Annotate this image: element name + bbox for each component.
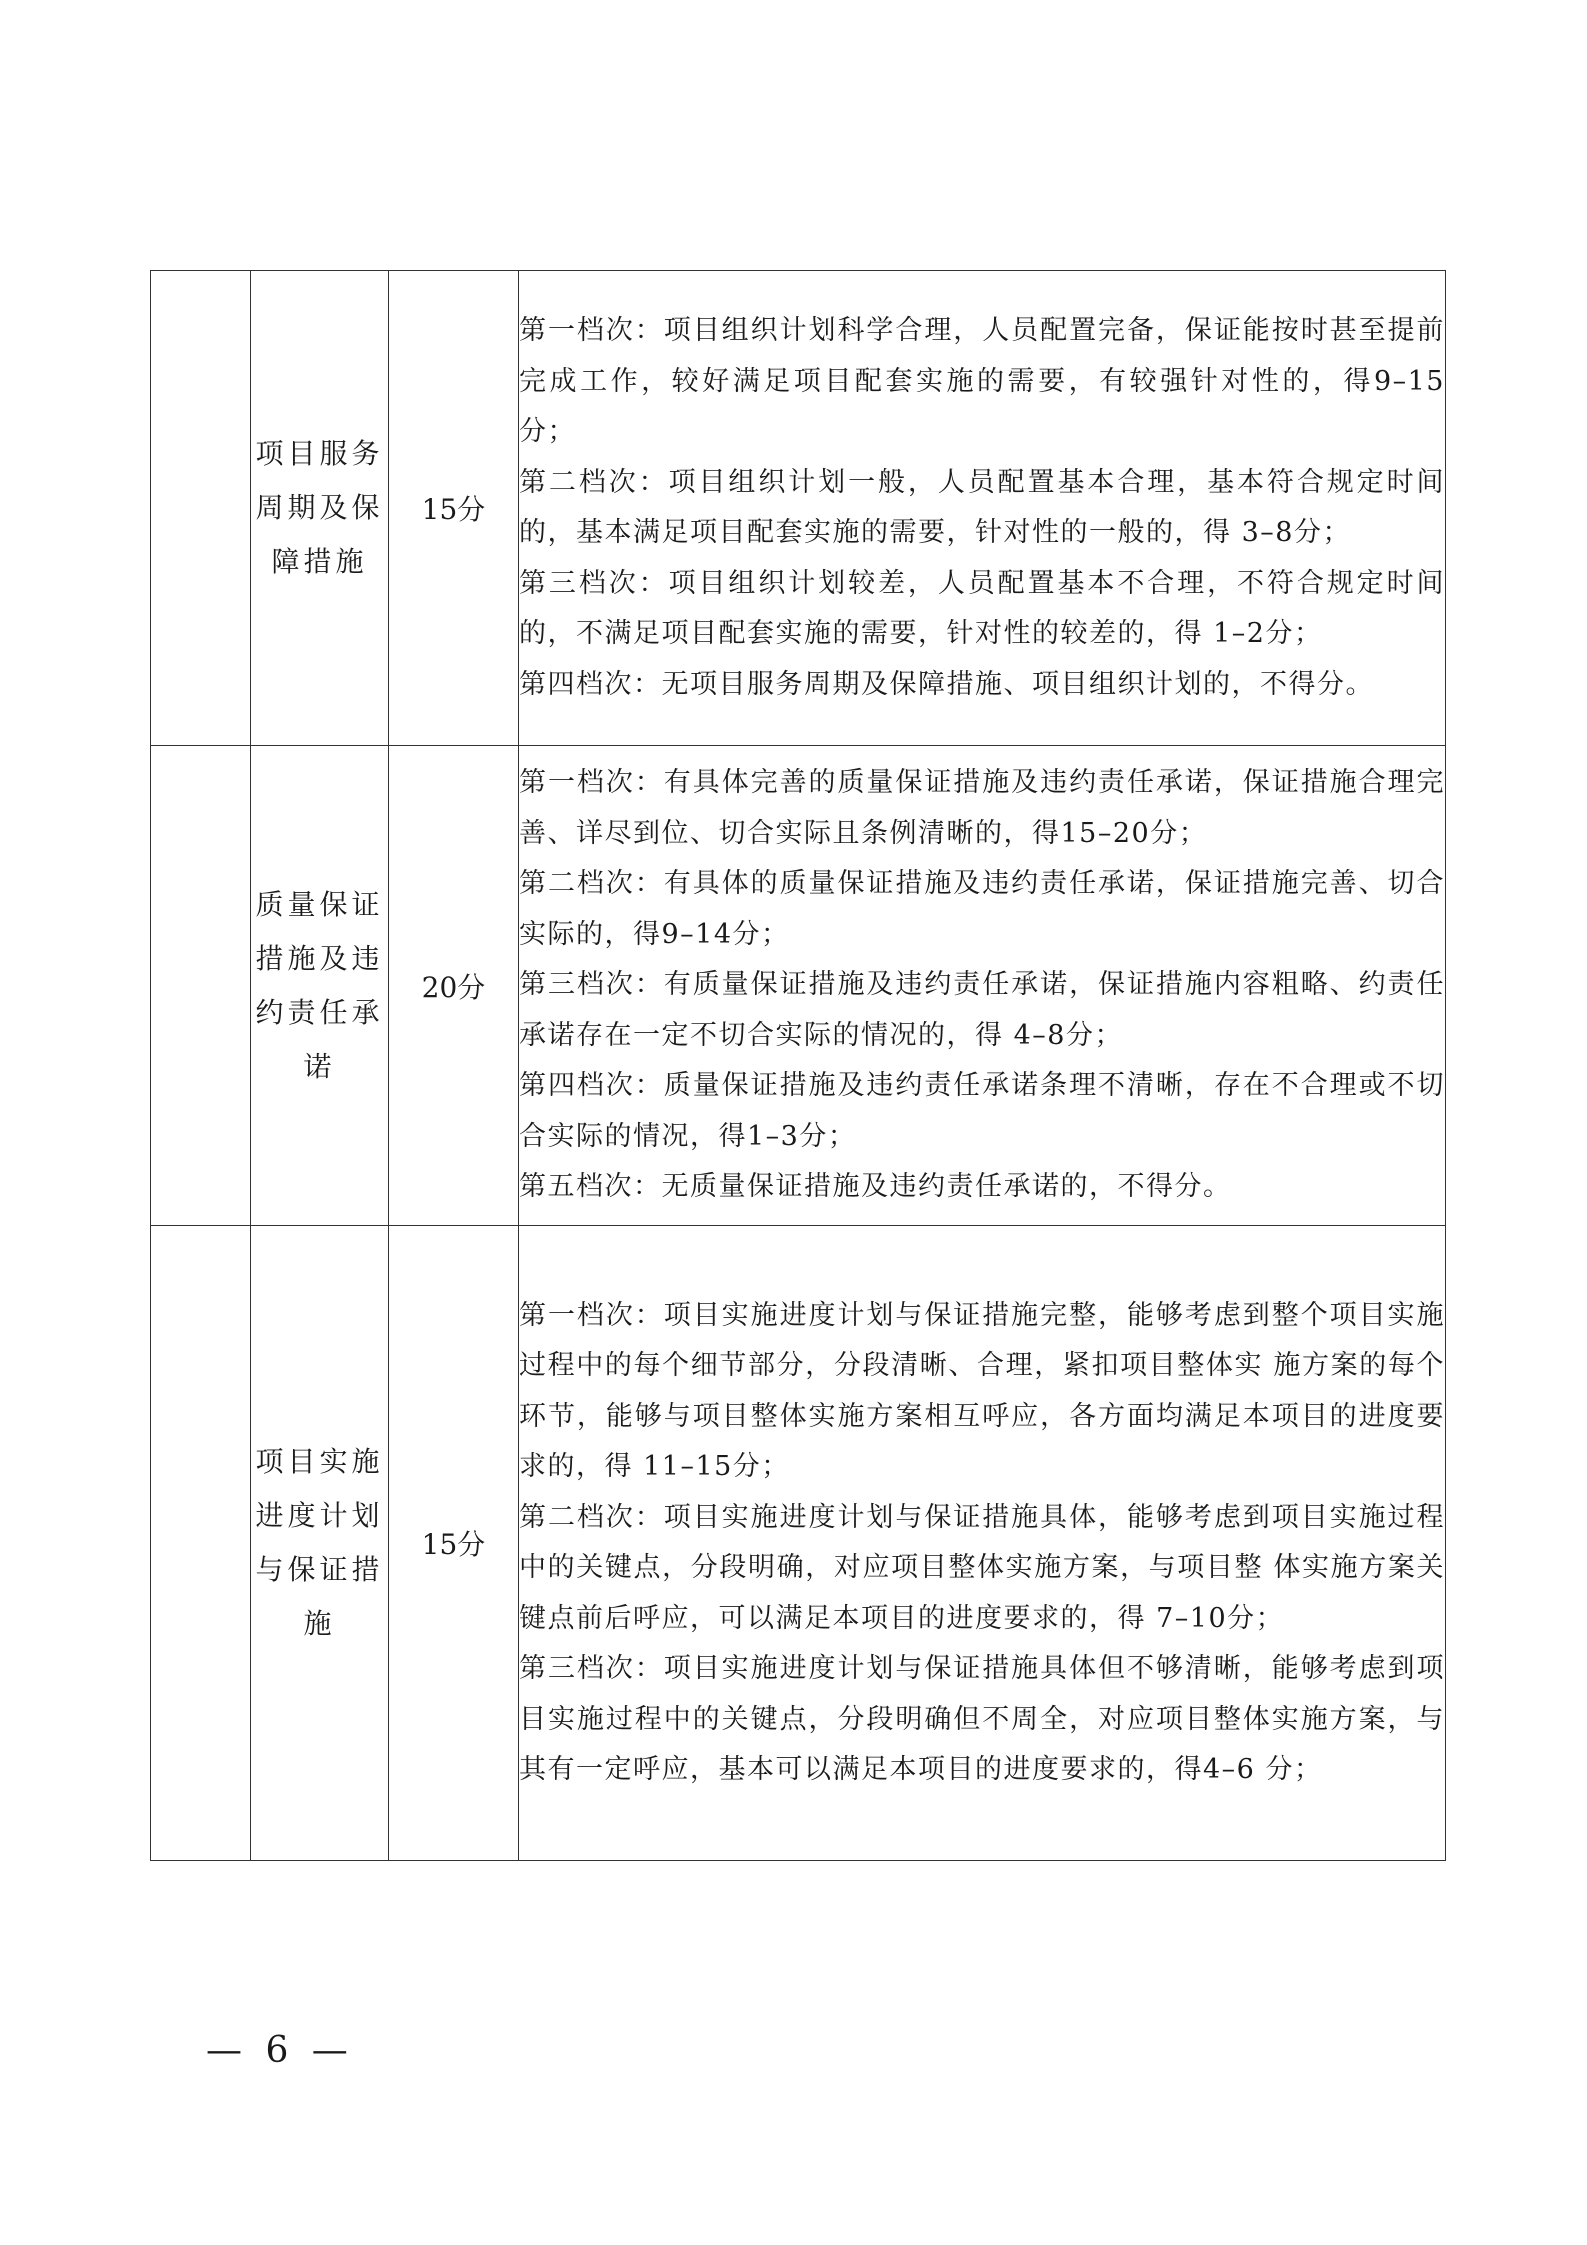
category-cell [151, 746, 251, 1226]
tier-text: 第四档次：质量保证措施及违约责任承诺条理不清晰，存在不合理或不切合实际的情况，得1–3分； [519, 1070, 1445, 1152]
tier-text: 第一档次：项目实施进度计划与保证措施完整，能够考虑到整个项目实施过程中的每个细节部分，分段清晰、合理，紧扣项目整体实 施方案的每个环节，能够与项目整体实施方案相互呼应，各方面均满足本项目的进度要求的，得 11–15分； [519, 1299, 1445, 1482]
item-name-cell [251, 1226, 389, 1861]
tier-text: 第二档次：有具体的质量保证措施及违约责任承诺，保证措施完善、切合实际的，得9–14分； [519, 868, 1445, 950]
tier-text: 第一档次：项目组织计划科学合理，人员配置完备，保证能按时甚至提前完成工作，较好满足项目配套实施的需要，有较强针对性的，得9–15分； [519, 315, 1445, 447]
tier-text: 第三档次：项目实施进度计划与保证措施具体但不够清晰，能够考虑到项目实施过程中的关键点，分段明确但不周全，对应项目整体实施方案，与其有一定呼应，基本可以满足本项目的进度要求的，得4–6 分； [519, 1653, 1445, 1785]
item-name-line: 项目服务 [255, 437, 384, 470]
tier-text: 第五档次：无质量保证措施及违约责任承诺的，不得分。 [519, 1171, 1232, 1203]
scoring-table [150, 270, 1446, 1861]
item-name-line: 项目实施 [255, 1445, 384, 1478]
item-name-line: 施 [303, 1607, 336, 1640]
page-number: — 6 — [206, 2030, 354, 2071]
item-name-cell [251, 271, 389, 746]
category-cell [151, 271, 251, 746]
criteria-cell [519, 271, 1446, 746]
item-name-line: 措施及违 [255, 941, 384, 975]
item-name-line: 诺 [303, 1049, 336, 1083]
item-name-line: 与保证措 [255, 1553, 384, 1586]
table-row [151, 271, 1446, 746]
table-row [151, 1226, 1446, 1861]
tier-text: 第四档次：无项目服务周期及保障措施、项目组织计划的，不得分。 [519, 668, 1374, 700]
tier-text: 第一档次：有具体完善的质量保证措施及违约责任承诺，保证措施合理完善、详尽到位、切合实际且条例清晰的，得15–20分； [519, 767, 1445, 849]
item-name-line: 周期及保 [255, 491, 384, 524]
tier-text: 第三档次：项目组织计划较差，人员配置基本不合理，不符合规定时间的，不满足项目配套实施的需要，针对性的较差的，得 1–2分； [519, 567, 1445, 649]
score-cell: 15分 [389, 1226, 519, 1861]
category-cell [151, 1226, 251, 1861]
item-name-line: 约责任承 [255, 995, 384, 1029]
item-name-line: 进度计划 [255, 1499, 384, 1532]
item-name-cell [251, 746, 389, 1226]
criteria-cell [519, 746, 1446, 1226]
tier-text: 第二档次：项目实施进度计划与保证措施具体，能够考虑到项目实施过程中的关键点，分段明确，对应项目整体实施方案，与项目整 体实施方案关键点前后呼应，可以满足本项目的进度要求的，得 7–10分； [519, 1501, 1445, 1634]
table-row [151, 746, 1446, 1226]
criteria-cell [519, 1226, 1446, 1861]
tier-text: 第二档次：项目组织计划一般，人员配置基本合理，基本符合规定时间的，基本满足项目配套实施的需要，针对性的一般的，得 3–8分； [519, 466, 1445, 548]
tier-text: 第三档次：有质量保证措施及违约责任承诺，保证措施内容粗略、约责任承诺存在一定不切合实际的情况的，得 4–8分； [519, 969, 1445, 1051]
score-cell: 20分 [389, 746, 519, 1226]
item-name-line: 质量保证 [255, 887, 384, 921]
item-name-line: 障措施 [271, 545, 368, 578]
score-cell: 15分 [389, 271, 519, 746]
